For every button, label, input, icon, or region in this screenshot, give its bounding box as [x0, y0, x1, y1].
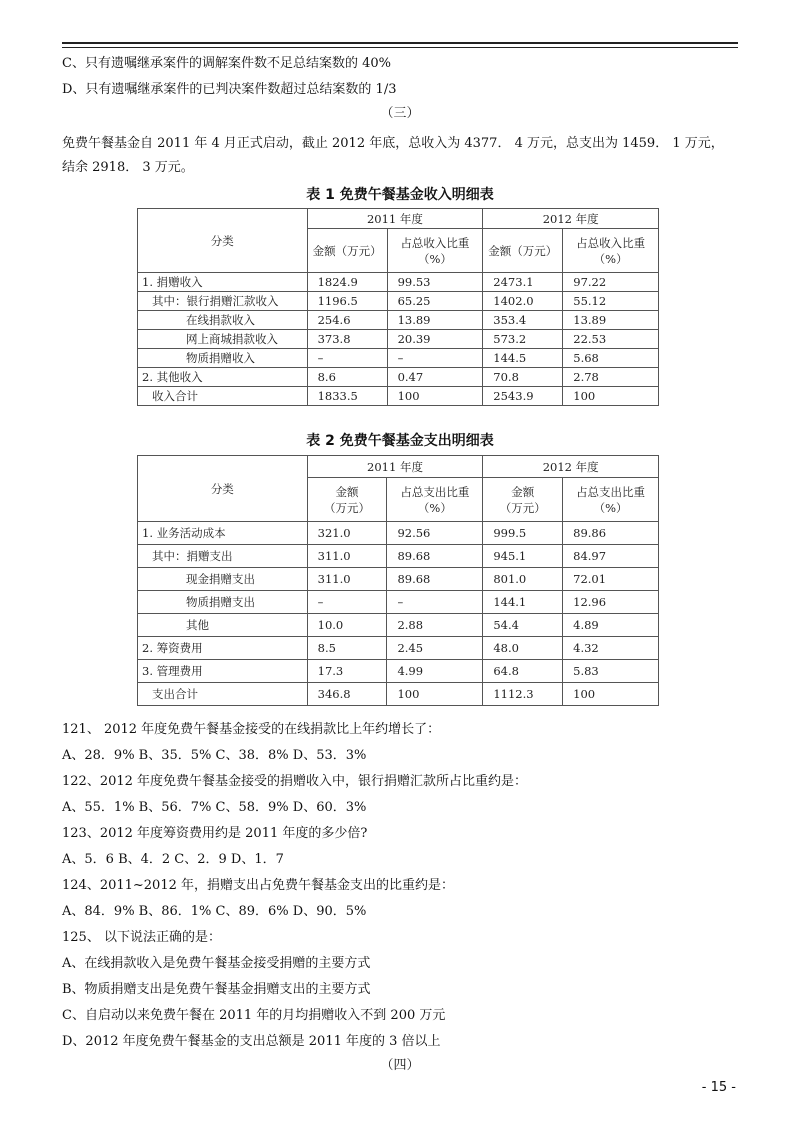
- cell: 12.96: [563, 591, 659, 614]
- cell: 2.78: [563, 368, 659, 387]
- cell: 945.1: [483, 545, 563, 568]
- table1-amount-header: 金额（万元）: [483, 229, 563, 273]
- cell: 311.0: [307, 545, 387, 568]
- cell: 55.12: [563, 292, 659, 311]
- cell: 92.56: [387, 522, 483, 545]
- question-124: 124、2011~2012 年，捐赠支出占免费午餐基金支出的比重约是：: [62, 878, 455, 893]
- table1-ratio-header: 占总收入比重 （%）: [563, 229, 659, 273]
- cell: 100: [387, 387, 483, 406]
- cell: 72.01: [563, 568, 659, 591]
- cell: 65.25: [387, 292, 483, 311]
- cell: 144.5: [483, 349, 563, 368]
- cell: 1196.5: [307, 292, 387, 311]
- row-label: 支出合计: [138, 683, 308, 706]
- cell: 573.2: [483, 330, 563, 349]
- cell: 5.83: [563, 660, 659, 683]
- row-label: 1. 捐赠收入: [138, 273, 308, 292]
- table2-year-2012-header: 2012 年度: [483, 456, 659, 478]
- cell: 20.39: [387, 330, 483, 349]
- cell: 1112.3: [483, 683, 563, 706]
- table2-amount-header: 金额 （万元）: [483, 478, 563, 522]
- cell: 89.68: [387, 568, 483, 591]
- row-label: 2. 筹资费用: [138, 637, 308, 660]
- cell: 321.0: [307, 522, 387, 545]
- row-label: 物质捐赠收入: [138, 349, 308, 368]
- cell: 999.5: [483, 522, 563, 545]
- question-125: 125、 以下说法正确的是：: [62, 930, 221, 945]
- cell: –: [307, 591, 387, 614]
- intro-line-1: 免费午餐基金自 2011 年 4 月正式启动，截止 2012 年底，总收入为 4377． 4 万元，总支出为 1459． 1 万元，: [62, 136, 724, 151]
- question-125-option-b: B、物质捐赠支出是免费午餐基金捐赠支出的主要方式: [62, 982, 371, 997]
- prev-option-c: C、只有遗嘱继承案件的调解案件数不足总结案数的 40%: [62, 56, 391, 71]
- cell: 54.4: [483, 614, 563, 637]
- intro-line-2: 结余 2918． 3 万元。: [62, 160, 194, 175]
- question-123-options: A、5．6 B、4．2 C、2．9 D、1．7: [62, 852, 284, 867]
- table-row: [138, 660, 659, 683]
- cell: 8.5: [307, 637, 387, 660]
- table1-amount-header: 金额（万元）: [307, 229, 387, 273]
- cell: 801.0: [483, 568, 563, 591]
- question-125-option-a: A、在线捐款收入是免费午餐基金接受捐赠的主要方式: [62, 956, 371, 971]
- table-row: [138, 683, 659, 706]
- expense-table: [137, 455, 659, 706]
- cell: 373.8: [307, 330, 387, 349]
- cell: 8.6: [307, 368, 387, 387]
- cell: 84.97: [563, 545, 659, 568]
- cell: 89.86: [563, 522, 659, 545]
- table-row: [138, 349, 659, 368]
- question-121: 121、 2012 年度免费午餐基金接受的在线捐款比上年约增长了：: [62, 722, 441, 737]
- cell: 70.8: [483, 368, 563, 387]
- page-number: - 15 -: [701, 1080, 736, 1095]
- table-row: [138, 273, 659, 292]
- cell: 0.47: [387, 368, 483, 387]
- table2-amount-header: 金额 （万元）: [307, 478, 387, 522]
- table1-year-2011-header: 2011 年度: [307, 209, 483, 229]
- cell: 89.68: [387, 545, 483, 568]
- row-label: 收入合计: [138, 387, 308, 406]
- section-three-heading: （三）: [380, 106, 420, 121]
- cell: 100: [563, 387, 659, 406]
- section-four-heading: （四）: [380, 1058, 420, 1073]
- cell: 5.68: [563, 349, 659, 368]
- cell: 64.8: [483, 660, 563, 683]
- cell: 10.0: [307, 614, 387, 637]
- table-row: [138, 292, 659, 311]
- table-row: [138, 637, 659, 660]
- table-row: [138, 311, 659, 330]
- cell: 2543.9: [483, 387, 563, 406]
- cell: 1402.0: [483, 292, 563, 311]
- header-rule-thin: [62, 47, 738, 48]
- cell: 1824.9: [307, 273, 387, 292]
- question-122: 122、2012 年度免费午餐基金接受的捐赠收入中，银行捐赠汇款所占比重约是：: [62, 774, 528, 789]
- question-123: 123、2012 年度筹资费用约是 2011 年度的多少倍?: [62, 826, 368, 841]
- cell: 254.6: [307, 311, 387, 330]
- table2-ratio-header: 占总支出比重 （%）: [387, 478, 483, 522]
- cell: 2473.1: [483, 273, 563, 292]
- prev-option-d: D、只有遗嘱继承案件的已判决案件数超过总结案数的 1/3: [62, 82, 397, 97]
- income-table: [137, 208, 659, 406]
- row-label: 在线捐款收入: [138, 311, 308, 330]
- table-row: [138, 387, 659, 406]
- cell: 99.53: [387, 273, 483, 292]
- table-row: [138, 591, 659, 614]
- cell: 4.89: [563, 614, 659, 637]
- row-label: 其中：捐赠支出: [138, 545, 308, 568]
- cell: 100: [563, 683, 659, 706]
- table2-category-header: 分类: [138, 456, 308, 522]
- table-row: [138, 330, 659, 349]
- table1-title: 表 1 免费午餐基金收入明细表: [306, 187, 494, 203]
- row-label: 2. 其他收入: [138, 368, 308, 387]
- table-row: [138, 614, 659, 637]
- row-label: 现金捐赠支出: [138, 568, 308, 591]
- cell: 22.53: [563, 330, 659, 349]
- cell: 2.45: [387, 637, 483, 660]
- cell: 13.89: [563, 311, 659, 330]
- cell: –: [387, 349, 483, 368]
- cell: –: [307, 349, 387, 368]
- row-label: 1. 业务活动成本: [138, 522, 308, 545]
- cell: 17.3: [307, 660, 387, 683]
- cell: 4.99: [387, 660, 483, 683]
- question-124-options: A、84．9% B、86．1% C、89．6% D、90．5%: [62, 904, 367, 919]
- cell: 1833.5: [307, 387, 387, 406]
- table1-ratio-header: 占总收入比重 （%）: [387, 229, 483, 273]
- cell: 311.0: [307, 568, 387, 591]
- row-label: 其他: [138, 614, 308, 637]
- question-125-option-c: C、自启动以来免费午餐在 2011 年的月均捐赠收入不到 200 万元: [62, 1008, 446, 1023]
- row-label: 网上商城捐款收入: [138, 330, 308, 349]
- cell: 13.89: [387, 311, 483, 330]
- table-row: [138, 522, 659, 545]
- cell: 144.1: [483, 591, 563, 614]
- row-label: 物质捐赠支出: [138, 591, 308, 614]
- header-rule-thick: [62, 42, 738, 44]
- table2-title: 表 2 免费午餐基金支出明细表: [306, 433, 494, 449]
- table1-category-header: 分类: [138, 209, 308, 273]
- table-row: [138, 568, 659, 591]
- question-122-options: A、55．1% B、56．7% C、58．9% D、60．3%: [62, 800, 367, 815]
- table-row: [138, 545, 659, 568]
- table2-ratio-header: 占总支出比重 （%）: [563, 478, 659, 522]
- cell: 346.8: [307, 683, 387, 706]
- cell: 97.22: [563, 273, 659, 292]
- table2-year-2011-header: 2011 年度: [307, 456, 483, 478]
- question-121-options: A、28．9% B、35．5% C、38．8% D、53．3%: [62, 748, 367, 763]
- row-label: 其中：银行捐赠汇款收入: [138, 292, 308, 311]
- cell: 2.88: [387, 614, 483, 637]
- cell: –: [387, 591, 483, 614]
- cell: 100: [387, 683, 483, 706]
- table1-year-2012-header: 2012 年度: [483, 209, 659, 229]
- cell: 48.0: [483, 637, 563, 660]
- table-row: [138, 368, 659, 387]
- question-125-option-d: D、2012 年度免费午餐基金的支出总额是 2011 年度的 3 倍以上: [62, 1034, 441, 1049]
- cell: 353.4: [483, 311, 563, 330]
- row-label: 3. 管理费用: [138, 660, 308, 683]
- cell: 4.32: [563, 637, 659, 660]
